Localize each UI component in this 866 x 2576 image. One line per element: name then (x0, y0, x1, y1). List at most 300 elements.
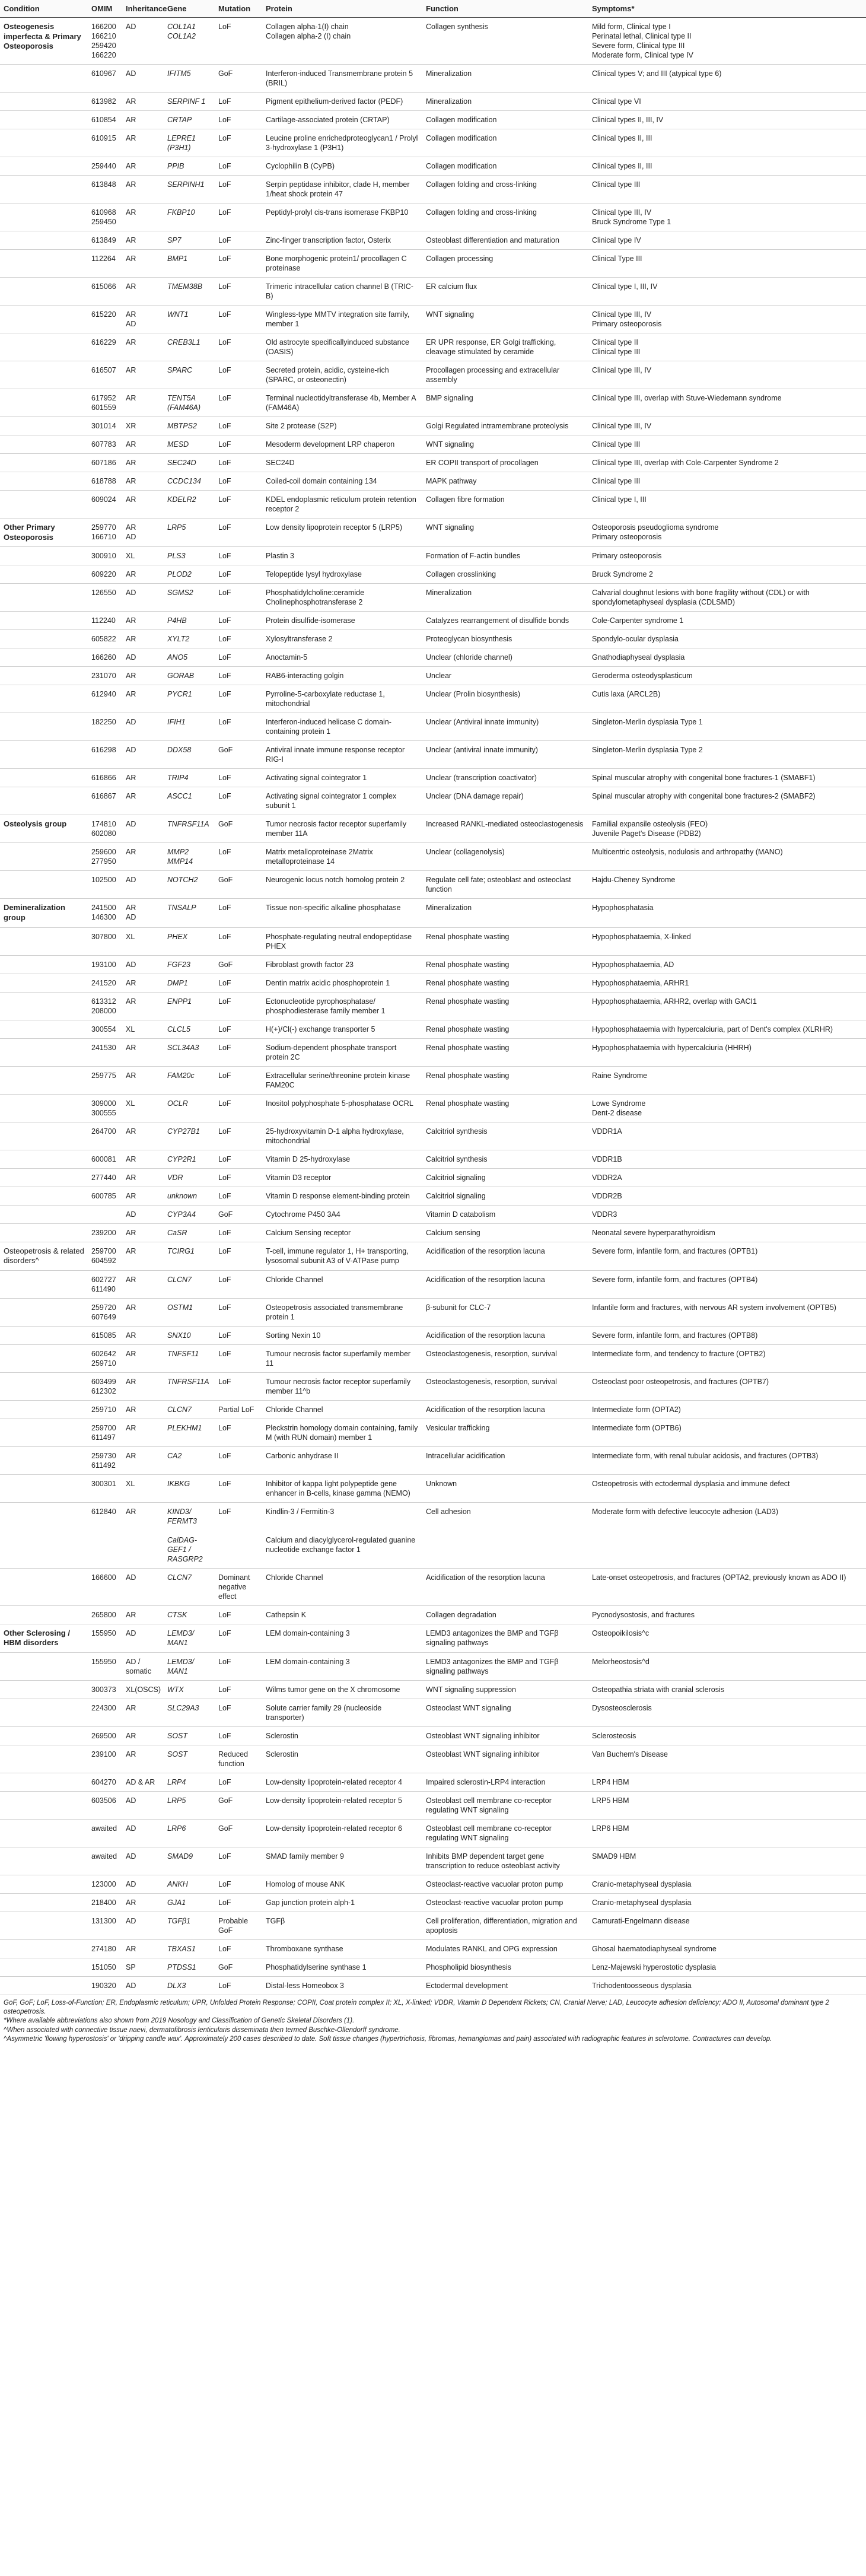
cell-protein: Anoctamin-5 (262, 648, 422, 667)
cell-gene: CYP3A4 (164, 1205, 215, 1223)
column-header-inheritance: Inheritance (122, 0, 164, 18)
cell-omim: 182250 (88, 713, 122, 741)
cell-omim: 604270 (88, 1773, 122, 1792)
cell-function: Osteoclastogenesis, resorption, survival (422, 1344, 588, 1372)
cell-protein: Tumour necrosis factor receptor superfamily member 11^b (262, 1372, 422, 1400)
cell-condition (0, 1699, 88, 1727)
cell-protein: Phosphate-regulating neutral endopeptidase PHEX (262, 927, 422, 955)
table-row (0, 1122, 866, 1150)
cell-condition (0, 1187, 88, 1205)
table-row (0, 1568, 866, 1605)
cell-symptoms: Moderate form with defective leucocyte adhesion (LAD3) (588, 1502, 866, 1568)
cell-protein: Low density lipoprotein receptor 5 (LRP5) (262, 519, 422, 547)
table-row (0, 547, 866, 565)
cell-gene: SEC24D (164, 454, 215, 472)
cell-symptoms: Van Buchem's Disease (588, 1745, 866, 1773)
cell-omim: 616507 (88, 361, 122, 389)
cell-mutation: LoF (215, 787, 262, 815)
cell-symptoms: Pycnodysostosis, and fractures (588, 1605, 866, 1624)
cell-mutation: LoF (215, 1187, 262, 1205)
table-row (0, 565, 866, 584)
cell-gene: GJA1 (164, 1894, 215, 1912)
cell-condition (0, 584, 88, 612)
cell-inheritance: XL (122, 547, 164, 565)
cell-protein: Cathepsin K (262, 1605, 422, 1624)
cell-condition (0, 843, 88, 871)
cell-function: Golgi Regulated intramembrane proteolysis (422, 417, 588, 435)
cell-condition (0, 1474, 88, 1502)
table-row (0, 667, 866, 685)
cell-omim: 265800 (88, 1605, 122, 1624)
cell-condition: Other Sclerosing / HBM disorders (0, 1624, 88, 1652)
cell-inheritance: AD (122, 648, 164, 667)
cell-gene: CLCN7 (164, 1568, 215, 1605)
cell-function: Cell proliferation, differentiation, migration and apoptosis (422, 1912, 588, 1940)
cell-gene: SERPINF 1 (164, 93, 215, 111)
cell-condition: Osteolysis group (0, 815, 88, 843)
cell-symptoms: LRP6 HBM (588, 1820, 866, 1847)
cell-symptoms: Cranio-metaphyseal dysplasia (588, 1894, 866, 1912)
cell-inheritance: AR (122, 231, 164, 250)
table-row (0, 1168, 866, 1187)
cell-gene: SOST (164, 1745, 215, 1773)
cell-symptoms: Clinical type III (588, 176, 866, 203)
table-row (0, 815, 866, 843)
cell-function: ER calcium flux (422, 278, 588, 306)
cell-mutation: LoF (215, 157, 262, 176)
cell-symptoms: Melorheostosis^d (588, 1653, 866, 1681)
cell-omim: 131300 (88, 1912, 122, 1940)
cell-inheritance: AR (122, 129, 164, 157)
footnote: ^When associated with connective tissue naevi, dermatofibrosis lenticularis disseminata then termed Buschke-Ollendorff syndrome. (4, 2026, 400, 2034)
cell-inheritance: AD (122, 584, 164, 612)
cell-inheritance: AD (122, 1847, 164, 1875)
cell-omim: 300373 (88, 1681, 122, 1699)
table-row (0, 1298, 866, 1326)
cell-gene: unknown (164, 1187, 215, 1205)
cell-function: Intracellular acidification (422, 1446, 588, 1474)
cell-symptoms: Familial expansile osteolysis (FEO) Juvenile Paget's Disease (PDB2) (588, 815, 866, 843)
cell-inheritance: AR (122, 250, 164, 278)
cell-function: Renal phosphate wasting (422, 974, 588, 992)
cell-symptoms: Singleton-Merlin dysplasia Type 1 (588, 713, 866, 741)
cell-condition (0, 1150, 88, 1168)
cell-mutation: LoF (215, 927, 262, 955)
cell-condition (0, 129, 88, 157)
cell-mutation: GoF (215, 1958, 262, 1977)
cell-inheritance: XR (122, 417, 164, 435)
cell-gene: PPIB (164, 157, 215, 176)
cell-gene: TGFβ1 (164, 1912, 215, 1940)
cell-symptoms: Spinal muscular atrophy with congenital bone fractures-2 (SMABF2) (588, 787, 866, 815)
cell-protein: Extracellular serine/threonine protein kinase FAM20C (262, 1066, 422, 1094)
cell-function: Vesicular trafficking (422, 1419, 588, 1446)
cell-function: LEMD3 antagonizes the BMP and TGFβ signaling pathways (422, 1653, 588, 1681)
cell-omim: 269500 (88, 1727, 122, 1745)
cell-condition (0, 741, 88, 769)
cell-omim: 259700 611497 (88, 1419, 122, 1446)
cell-protein: RAB6-interacting golgin (262, 667, 422, 685)
cell-symptoms: Intermediate form (OPTA2) (588, 1400, 866, 1419)
cell-gene: CCDC134 (164, 472, 215, 491)
cell-omim: 607783 (88, 435, 122, 454)
cell-condition (0, 1298, 88, 1326)
cell-inheritance: AR (122, 667, 164, 685)
cell-omim (88, 1205, 122, 1223)
cell-inheritance: AR (122, 1066, 164, 1094)
cell-protein: Carbonic anhydrase II (262, 1446, 422, 1474)
cell-omim: 218400 (88, 1894, 122, 1912)
cell-function: Inhibits BMP dependent target gene transcription to reduce osteoblast activity (422, 1847, 588, 1875)
cell-symptoms: Hypophosphataemia with hypercalciuria, part of Dent's complex (XLRHR) (588, 1020, 866, 1038)
table-row (0, 1372, 866, 1400)
cell-function: Osteoblast WNT signaling inhibitor (422, 1745, 588, 1773)
cell-omim: 224300 (88, 1699, 122, 1727)
cell-function: Collagen folding and cross-linking (422, 203, 588, 231)
cell-omim: 603506 (88, 1792, 122, 1820)
cell-function: Renal phosphate wasting (422, 955, 588, 974)
cell-mutation: LoF (215, 992, 262, 1020)
cell-inheritance: AR (122, 1605, 164, 1624)
cell-gene: CREB3L1 (164, 333, 215, 361)
cell-protein: LEM domain-containing 3 (262, 1653, 422, 1681)
table-row (0, 648, 866, 667)
cell-function: Ectodermal development (422, 1977, 588, 1995)
cell-protein: Calcium Sensing receptor (262, 1223, 422, 1242)
cell-protein: Serpin peptidase inhibitor, clade H, member 1/heat shock protein 47 (262, 176, 422, 203)
cell-condition (0, 1681, 88, 1699)
cell-protein: Chloride Channel (262, 1400, 422, 1419)
cell-condition (0, 1419, 88, 1446)
cell-omim: 613982 (88, 93, 122, 111)
cell-condition (0, 1653, 88, 1681)
cell-protein: TGFβ (262, 1912, 422, 1940)
cell-gene: NOTCH2 (164, 871, 215, 899)
cell-symptoms: Clinical types II, III, IV (588, 111, 866, 129)
cell-mutation: LoF (215, 612, 262, 630)
cell-function: WNT signaling suppression (422, 1681, 588, 1699)
cell-omim: 190320 (88, 1977, 122, 1995)
cell-inheritance: AR (122, 1168, 164, 1187)
cell-condition (0, 787, 88, 815)
cell-symptoms: Clinical type II Clinical type III (588, 333, 866, 361)
cell-protein: Low-density lipoprotein-related receptor 4 (262, 1773, 422, 1792)
cell-symptoms: Bruck Syndrome 2 (588, 565, 866, 584)
cell-inheritance: AD & AR (122, 1773, 164, 1792)
cell-gene: LEMD3/ MAN1 (164, 1624, 215, 1652)
cell-function: Osteoblast differentiation and maturation (422, 231, 588, 250)
cell-condition (0, 361, 88, 389)
table-row (0, 250, 866, 278)
cell-omim: 613849 (88, 231, 122, 250)
cell-omim: 259730 611492 (88, 1446, 122, 1474)
cell-protein: Mesoderm development LRP chaperon (262, 435, 422, 454)
cell-condition (0, 1020, 88, 1038)
table-row (0, 899, 866, 927)
cell-gene: PTDSS1 (164, 1958, 215, 1977)
cell-function: Collagen modification (422, 129, 588, 157)
cell-inheritance: AD (122, 65, 164, 93)
cell-gene: PLS3 (164, 547, 215, 565)
cell-condition (0, 454, 88, 472)
cell-condition: Demineralization group (0, 899, 88, 927)
cell-protein: Activating signal cointegrator 1 (262, 769, 422, 787)
cell-symptoms: Mild form, Clinical type I Perinatal lethal, Clinical type II Severe form, Clinical type III Moderate form, Clinical type IV (588, 18, 866, 65)
cell-condition (0, 389, 88, 417)
cell-symptoms: Infantile form and fractures, with nervous AR system involvement (OPTB5) (588, 1298, 866, 1326)
cell-inheritance: AR (122, 435, 164, 454)
cell-mutation: LoF (215, 1875, 262, 1894)
cell-condition (0, 648, 88, 667)
cell-condition (0, 955, 88, 974)
cell-gene: ANO5 (164, 648, 215, 667)
cell-condition (0, 685, 88, 713)
cell-gene: P4HB (164, 612, 215, 630)
cell-symptoms: Clinical type III, overlap with Stuve-Wiedemann syndrome (588, 389, 866, 417)
cell-protein: Coiled-coil domain containing 134 (262, 472, 422, 491)
cell-condition (0, 769, 88, 787)
cell-inheritance: AR (122, 1727, 164, 1745)
cell-function: Acidification of the resorption lacuna (422, 1242, 588, 1270)
cell-condition (0, 1205, 88, 1223)
cell-mutation: LoF (215, 1699, 262, 1727)
cell-gene: LRP6 (164, 1820, 215, 1847)
cell-omim: 616298 (88, 741, 122, 769)
cell-inheritance: XL(OSCS) (122, 1681, 164, 1699)
cell-mutation: LoF (215, 769, 262, 787)
cell-protein: Chloride Channel (262, 1270, 422, 1298)
cell-gene: SP7 (164, 231, 215, 250)
cell-gene: LEPRE1 (P3H1) (164, 129, 215, 157)
cell-mutation: GoF (215, 815, 262, 843)
cell-omim: 112264 (88, 250, 122, 278)
cell-gene: ANKH (164, 1875, 215, 1894)
table-row (0, 1624, 866, 1652)
cell-condition (0, 203, 88, 231)
cell-protein: Cytochrome P450 3A4 (262, 1205, 422, 1223)
cell-mutation: LoF (215, 333, 262, 361)
cell-omim: 259600 277950 (88, 843, 122, 871)
cell-symptoms: Osteopoikilosis^c (588, 1624, 866, 1652)
cell-gene: KIND3/ FERMT3 CalDAG- GEF1 / RASGRP2 (164, 1502, 215, 1568)
cell-symptoms: Intermediate form, and tendency to fracture (OPTB2) (588, 1344, 866, 1372)
cell-function: Unclear (collagenolysis) (422, 843, 588, 871)
cell-gene: DMP1 (164, 974, 215, 992)
cell-symptoms: Camurati-Engelmann disease (588, 1912, 866, 1940)
cell-omim: 610915 (88, 129, 122, 157)
cell-function: Acidification of the resorption lacuna (422, 1400, 588, 1419)
column-header-function: Function (422, 0, 588, 18)
cell-mutation: LoF (215, 389, 262, 417)
cell-protein: Kindlin-3 / Fermitin-3 Calcium and diacylglycerol-regulated guanine nucleotide exchange factor 1 (262, 1502, 422, 1568)
cell-omim: 307800 (88, 927, 122, 955)
cell-mutation: Partial LoF (215, 1400, 262, 1419)
cell-symptoms: Hypophosphataemia, AD (588, 955, 866, 974)
cell-mutation: LoF (215, 129, 262, 157)
cell-function: Unclear (chloride channel) (422, 648, 588, 667)
cell-protein: Inositol polyphosphate 5-phosphatase OCRL (262, 1094, 422, 1122)
cell-omim: 613848 (88, 176, 122, 203)
cell-symptoms: Lowe Syndrome Dent-2 disease (588, 1094, 866, 1122)
cell-mutation: LoF (215, 1773, 262, 1792)
cell-inheritance: AR (122, 333, 164, 361)
cell-protein: Terminal nucleotidyltransferase 4b, Member A (FAM46A) (262, 389, 422, 417)
cell-symptoms: Intermediate form (OPTB6) (588, 1419, 866, 1446)
table-row (0, 630, 866, 648)
cell-symptoms: Calvarial doughnut lesions with bone fragility without (CDL) or with spondylometaphyseal dysplasia (CDLSMD) (588, 584, 866, 612)
table-row (0, 435, 866, 454)
cell-inheritance: AD (122, 713, 164, 741)
cell-symptoms: Raine Syndrome (588, 1066, 866, 1094)
cell-inheritance: AD (122, 1912, 164, 1940)
cell-gene: FAM20c (164, 1066, 215, 1094)
cell-gene: WTX (164, 1681, 215, 1699)
cell-mutation: LoF (215, 1977, 262, 1995)
cell-function: Phospholipid biosynthesis (422, 1958, 588, 1977)
table-row (0, 1446, 866, 1474)
cell-omim: 609220 (88, 565, 122, 584)
cell-omim: 277440 (88, 1168, 122, 1187)
cell-mutation: LoF (215, 1326, 262, 1344)
cell-condition (0, 176, 88, 203)
cell-condition (0, 871, 88, 899)
cell-symptoms: VDDR1A (588, 1122, 866, 1150)
cell-gene: SCL34A3 (164, 1038, 215, 1066)
cell-mutation: LoF (215, 1372, 262, 1400)
table-row (0, 1474, 866, 1502)
cell-inheritance: AR (122, 1150, 164, 1168)
cell-symptoms: Hajdu-Cheney Syndrome (588, 871, 866, 899)
cell-protein: Neurogenic locus notch homolog protein 2 (262, 871, 422, 899)
cell-function: Proteoglycan biosynthesis (422, 630, 588, 648)
cell-condition (0, 472, 88, 491)
table-row (0, 1242, 866, 1270)
table-row (0, 1699, 866, 1727)
cell-symptoms: Ghosal haematodiaphyseal syndrome (588, 1940, 866, 1958)
table-row (0, 65, 866, 93)
cell-function: Formation of F-actin bundles (422, 547, 588, 565)
cell-omim: 239200 (88, 1223, 122, 1242)
cell-symptoms: Hypophosphataemia, ARHR2, overlap with GACI1 (588, 992, 866, 1020)
cell-protein: Osteopetrosis associated transmembrane protein 1 (262, 1298, 422, 1326)
cell-symptoms: Hypophosphataemia, X-linked (588, 927, 866, 955)
table-row (0, 278, 866, 306)
cell-omim: awaited (88, 1847, 122, 1875)
cell-mutation: LoF (215, 1066, 262, 1094)
cell-mutation: LoF (215, 1847, 262, 1875)
cell-gene: SERPINH1 (164, 176, 215, 203)
cell-condition (0, 111, 88, 129)
table-row (0, 1653, 866, 1681)
cell-protein: Interferon-induced helicase C domain-containing protein 1 (262, 713, 422, 741)
cell-omim: 193100 (88, 955, 122, 974)
cell-condition (0, 1400, 88, 1419)
cell-inheritance: AR AD (122, 519, 164, 547)
cell-omim: 102500 (88, 871, 122, 899)
cell-mutation: LoF (215, 93, 262, 111)
table-row (0, 787, 866, 815)
column-header-gene: Gene (164, 0, 215, 18)
cell-protein: Telopeptide lysyl hydroxylase (262, 565, 422, 584)
cell-omim: 241530 (88, 1038, 122, 1066)
cell-inheritance: AR (122, 843, 164, 871)
cell-condition: Osteopetrosis & related disorders^ (0, 1242, 88, 1270)
cell-protein: Protein disulfide-isomerase (262, 612, 422, 630)
table-row (0, 974, 866, 992)
cell-mutation: LoF (215, 1624, 262, 1652)
cell-omim: 241500 146300 (88, 899, 122, 927)
cell-condition (0, 491, 88, 519)
cell-function: Calcitriol synthesis (422, 1122, 588, 1150)
cell-protein: Thromboxane synthase (262, 1940, 422, 1958)
cell-protein: Solute carrier family 29 (nucleoside transporter) (262, 1699, 422, 1727)
cell-inheritance: AR (122, 1894, 164, 1912)
cell-inheritance: AD (122, 1875, 164, 1894)
cell-omim: 610968 259450 (88, 203, 122, 231)
cell-condition (0, 713, 88, 741)
cell-condition (0, 417, 88, 435)
cell-protein: Cartilage-associated protein (CRTAP) (262, 111, 422, 129)
cell-symptoms: Late-onset osteopetrosis, and fractures (OPTA2, previously known as ADO II) (588, 1568, 866, 1605)
table-row (0, 713, 866, 741)
table-row (0, 1940, 866, 1958)
cell-mutation: LoF (215, 1681, 262, 1699)
cell-protein: Zinc-finger transcription factor, Osterix (262, 231, 422, 250)
cell-inheritance: AR (122, 1242, 164, 1270)
cell-condition (0, 1727, 88, 1745)
cell-gene: DLX3 (164, 1977, 215, 1995)
table-row (0, 93, 866, 111)
cell-condition (0, 1745, 88, 1773)
cell-symptoms: Primary osteoporosis (588, 547, 866, 565)
cell-mutation: LoF (215, 435, 262, 454)
cell-omim: 239100 (88, 1745, 122, 1773)
cell-omim: 259710 (88, 1400, 122, 1419)
cell-function: LEMD3 antagonizes the BMP and TGFβ signaling pathways (422, 1624, 588, 1652)
table-row (0, 1502, 866, 1568)
cell-protein: H(+)/Cl(-) exchange transporter 5 (262, 1020, 422, 1038)
cell-omim: awaited (88, 1820, 122, 1847)
column-header-protein: Protein (262, 0, 422, 18)
cell-inheritance: AR (122, 1940, 164, 1958)
cell-condition (0, 1122, 88, 1150)
cell-mutation: Reduced function (215, 1745, 262, 1773)
cell-function: Mineralization (422, 65, 588, 93)
cell-symptoms: Severe form, infantile form, and fractures (OPTB4) (588, 1270, 866, 1298)
cell-function: Impaired sclerostin-LRP4 interaction (422, 1773, 588, 1792)
cell-gene: ASCC1 (164, 787, 215, 815)
cell-gene: CYP27B1 (164, 1122, 215, 1150)
cell-condition (0, 278, 88, 306)
cell-protein: Low-density lipoprotein-related receptor 5 (262, 1792, 422, 1820)
cell-condition (0, 1372, 88, 1400)
cell-inheritance: AR (122, 1270, 164, 1298)
cell-mutation: LoF (215, 491, 262, 519)
cell-protein: Fibroblast growth factor 23 (262, 955, 422, 974)
table-row (0, 584, 866, 612)
cell-function: Catalyzes rearrangement of disulfide bonds (422, 612, 588, 630)
cell-symptoms: Clinical type III, IV Primary osteoporosis (588, 306, 866, 333)
cell-symptoms: LRP5 HBM (588, 1792, 866, 1820)
cell-inheritance: XL (122, 1094, 164, 1122)
cell-mutation: LoF (215, 519, 262, 547)
cell-protein: Antiviral innate immune response receptor RIG-I (262, 741, 422, 769)
cell-symptoms: Clinical types II, III (588, 157, 866, 176)
cell-inheritance: AD (122, 871, 164, 899)
cell-omim: 166260 (88, 648, 122, 667)
cell-mutation: LoF (215, 1653, 262, 1681)
cell-omim: 612940 (88, 685, 122, 713)
